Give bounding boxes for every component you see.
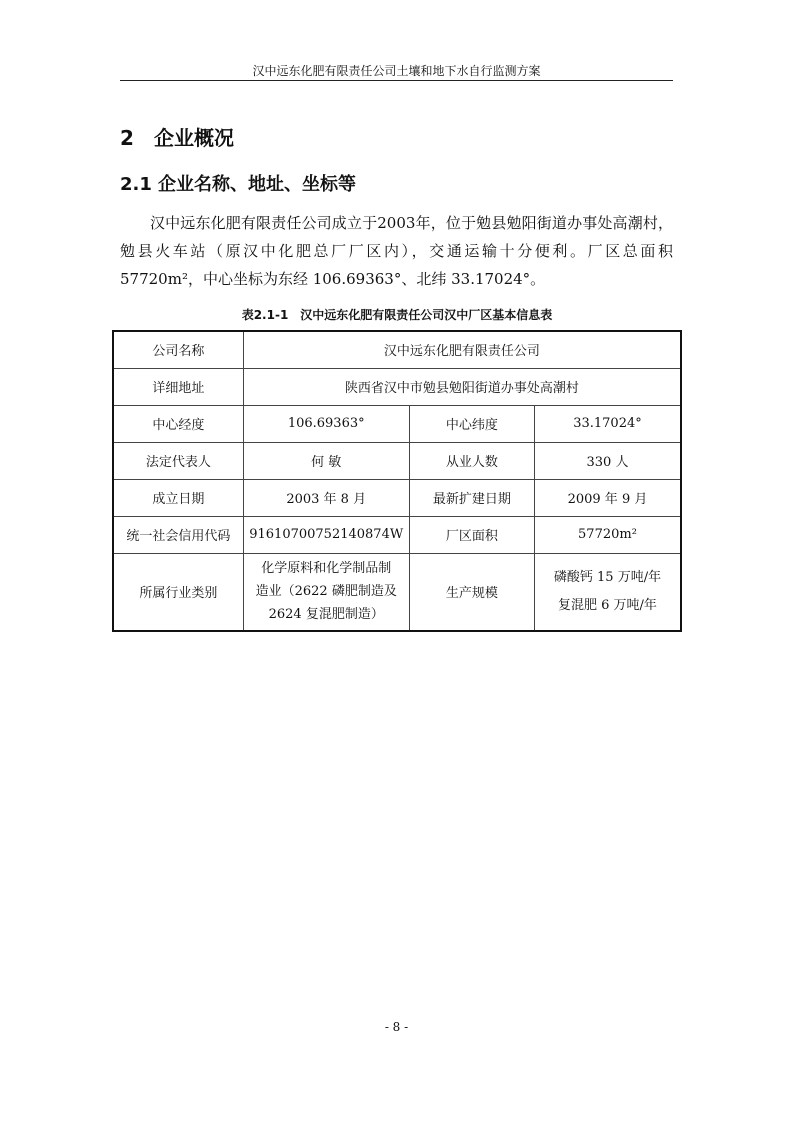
value-line: 造业（2622 磷肥制造及 bbox=[255, 584, 397, 600]
row-label: 中心经度 bbox=[113, 405, 243, 442]
value-line: 2624 复混肥制造） bbox=[268, 607, 384, 623]
row-value-multiline bbox=[243, 553, 409, 631]
row-label: 从业人数 bbox=[409, 442, 534, 479]
subsection-heading bbox=[120, 170, 356, 196]
row-label: 最新扩建日期 bbox=[409, 479, 534, 516]
row-value-multiline bbox=[534, 553, 681, 631]
page-number: - 8 - bbox=[384, 1020, 409, 1034]
running-header: 汉中远东化肥有限责任公司土壤和地下水自行监测方案 bbox=[252, 64, 541, 78]
value-line: 复混肥 6 万吨/年 bbox=[558, 597, 657, 613]
row-label: 法定代表人 bbox=[113, 442, 243, 479]
row-value: 陕西省汉中市勉县勉阳街道办事处高潮村 bbox=[243, 368, 681, 405]
table-row bbox=[113, 331, 681, 368]
row-label: 公司名称 bbox=[113, 331, 243, 368]
row-label: 详细地址 bbox=[113, 368, 243, 405]
row-value: 57720m² bbox=[534, 516, 681, 553]
row-value: 2003 年 8 月 bbox=[243, 479, 409, 516]
row-value: 330 人 bbox=[534, 442, 681, 479]
row-value: 汉中远东化肥有限责任公司 bbox=[243, 331, 681, 368]
row-label: 所属行业类别 bbox=[113, 553, 243, 631]
table-row bbox=[113, 553, 681, 631]
section-heading bbox=[120, 122, 234, 151]
body-paragraph: 汉中远东化肥有限责任公司成立于2003年，位于勉县勉阳街道办事处高潮村，勉县火车站（原汉中化肥总厂厂区内），交通运输十分便利。厂区总面积57720m²，中心坐标为东经 106.69363°、北纬 33.17024°。 bbox=[120, 214, 673, 288]
table-row bbox=[113, 368, 681, 405]
value-line: 化学原料和化学制品制 bbox=[261, 561, 392, 577]
row-value: 106.69363° bbox=[243, 405, 409, 442]
row-label: 厂区面积 bbox=[409, 516, 534, 553]
table-row bbox=[113, 405, 681, 442]
row-value: 2009 年 9 月 bbox=[534, 479, 681, 516]
table-row bbox=[113, 479, 681, 516]
header-rule bbox=[120, 80, 673, 81]
table-row bbox=[113, 442, 681, 479]
row-value: 91610700752140874W bbox=[243, 516, 409, 553]
subsection-title: 企业名称、地址、坐标等 bbox=[158, 174, 356, 195]
section-title: 企业概况 bbox=[154, 126, 234, 150]
row-value: 何 敏 bbox=[243, 442, 409, 479]
basic-info-table bbox=[112, 330, 682, 632]
row-value: 33.17024° bbox=[534, 405, 681, 442]
section-number: 2 bbox=[120, 126, 134, 150]
subsection-number: 2.1 bbox=[120, 174, 152, 195]
value-line: 磷酸钙 15 万吨/年 bbox=[553, 569, 662, 585]
table-caption: 表2.1-1 汉中远东化肥有限责任公司汉中厂区基本信息表 bbox=[241, 308, 553, 322]
row-label: 统一社会信用代码 bbox=[113, 516, 243, 553]
row-label: 生产规模 bbox=[409, 553, 534, 631]
row-label: 成立日期 bbox=[113, 479, 243, 516]
table-row bbox=[113, 516, 681, 553]
row-label: 中心纬度 bbox=[409, 405, 534, 442]
